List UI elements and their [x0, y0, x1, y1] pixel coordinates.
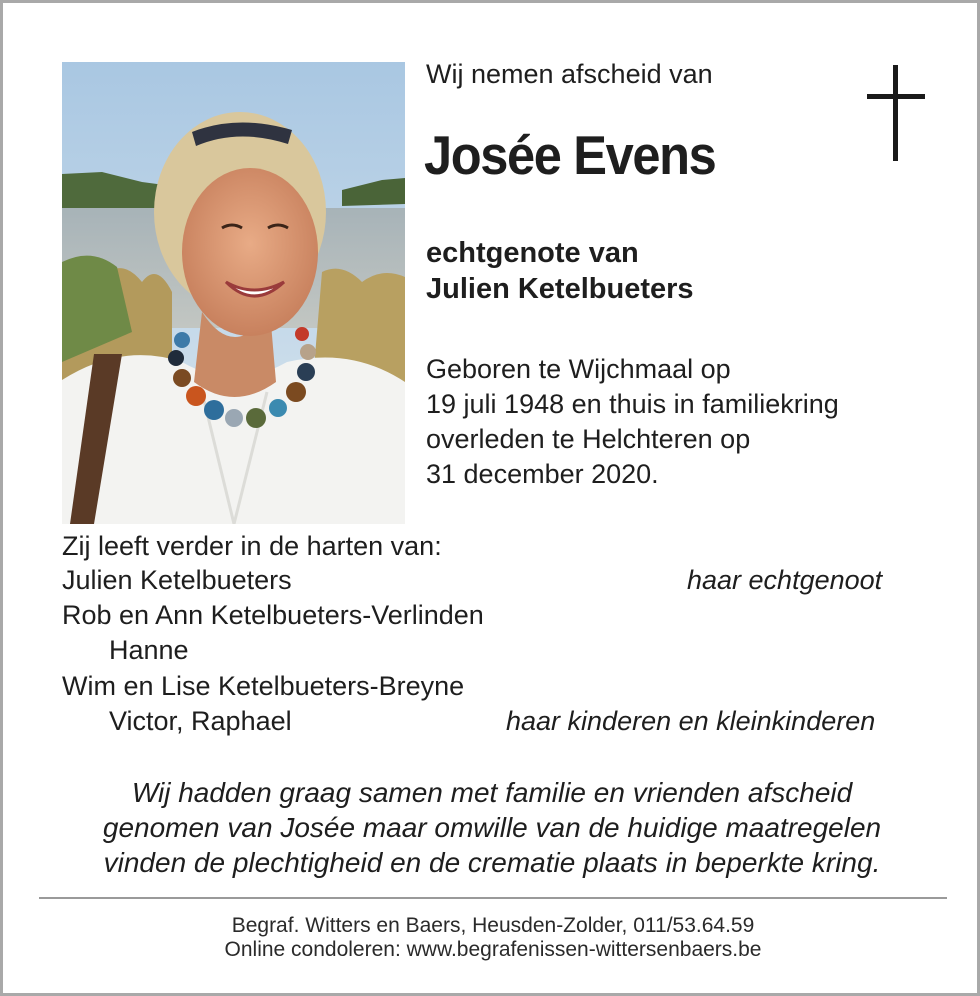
- survivor-role: haar echtgenoot: [687, 565, 883, 595]
- spouse-block: [426, 235, 694, 307]
- cross-horizontal-bar: [867, 94, 925, 99]
- closing-paragraph: [41, 775, 943, 880]
- spouse-name: Julien Ketelbueters: [426, 273, 694, 305]
- survivor-role: haar kinderen en kleinkinderen: [506, 706, 876, 736]
- latin-cross-icon: [867, 65, 925, 163]
- survivor-line: Victor, Raphael: [109, 706, 292, 736]
- cross-vertical-bar: [893, 65, 898, 161]
- survivor-line: Hanne: [109, 635, 189, 665]
- death-line: overleden te Helchteren op: [426, 424, 751, 454]
- survivor-line: Rob en Ann Ketelbueters-Verlinden: [62, 600, 484, 630]
- portrait-photo: [62, 62, 405, 524]
- birth-date-line: 19 juli 1948 en thuis in familiekring: [426, 389, 839, 419]
- intro-text: Wij nemen afscheid van: [426, 59, 713, 89]
- birth-death-block: [426, 352, 839, 492]
- condolence-link[interactable]: Online condoleren: www.begrafenissen-wittersenbaers.be: [224, 938, 762, 961]
- portrait-illustration: [62, 62, 405, 524]
- death-date-line: 31 december 2020.: [426, 459, 659, 489]
- birth-line: Geboren te Wijchmaal op: [426, 354, 731, 384]
- closing-line: vinden de plechtigheid en de crematie plaats in beperkte kring.: [103, 847, 881, 878]
- survivors-heading: Zij leeft verder in de harten van:: [62, 531, 442, 561]
- closing-line: Wij hadden graag samen met familie en vrienden afscheid: [131, 777, 853, 808]
- footer-divider: [39, 897, 947, 899]
- survivor-line: Julien Ketelbueters: [62, 565, 292, 595]
- closing-line: genomen van Josée maar omwille van de huidige maatregelen: [102, 812, 882, 843]
- footer: [39, 914, 947, 962]
- survivor-line: Wim en Lise Ketelbueters-Breyne: [62, 671, 465, 701]
- spouse-relation: echtgenote van: [426, 237, 639, 269]
- funeral-home-line: Begraf. Witters en Baers, Heusden-Zolder, 011/53.64.59: [231, 914, 755, 937]
- deceased-name: Josée Evens: [424, 124, 716, 186]
